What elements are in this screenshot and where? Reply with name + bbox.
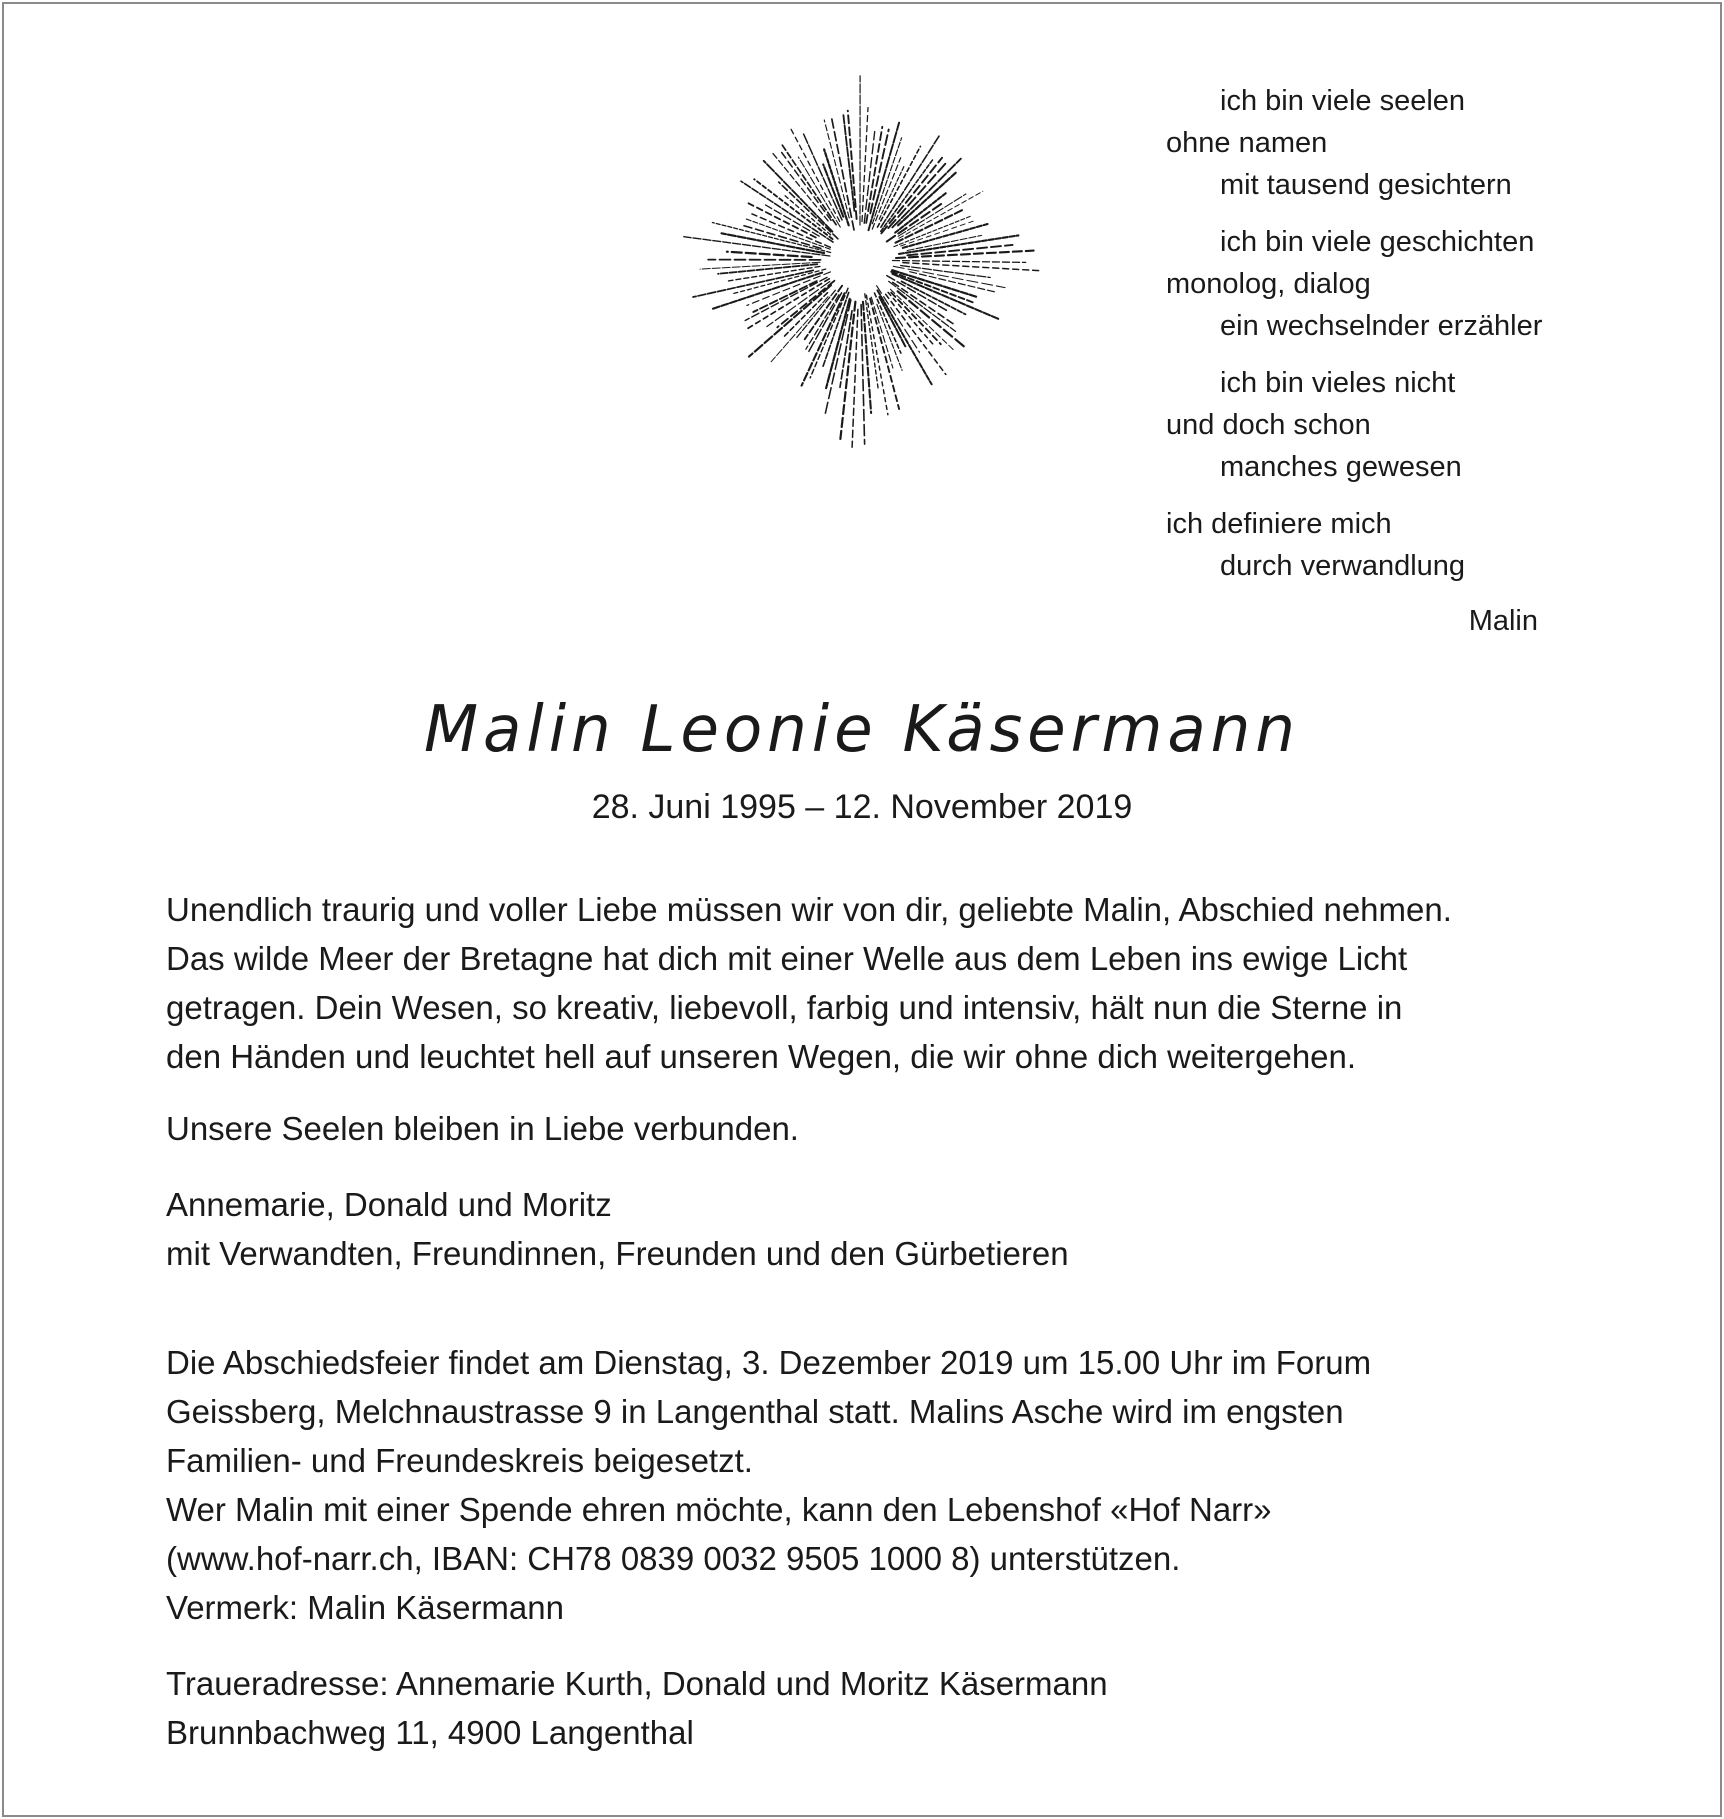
souls-line: Unsere Seelen bleiben in Liebe verbunden.: [166, 1110, 799, 1147]
poem-line: ich definiere mich: [1166, 508, 1392, 540]
text-line: getragen. Dein Wesen, so kreativ, liebevoll, farbig und intensiv, hält nun die Sterne in: [166, 989, 1403, 1026]
address-line: Brunnbachweg 11, 4900 Langenthal: [166, 1714, 694, 1751]
sunburst-ray: [712, 223, 830, 253]
family-line: Annemarie, Donald und Moritz: [166, 1186, 612, 1223]
sunburst-ray: [747, 272, 831, 306]
poem-line: ein wechselnder erzähler: [1220, 310, 1543, 342]
sunburst-ray: [887, 202, 945, 242]
deceased-name: Malin Leonie Käsermann: [424, 693, 1300, 767]
poem-stanza-2: [1166, 221, 1646, 347]
poem-line: ich bin viele geschichten: [1220, 226, 1535, 258]
sunburst-ray: [754, 179, 832, 239]
family-line: mit Verwandten, Freundinnen, Freunden und den Gürbetieren: [166, 1235, 1069, 1272]
sunburst-ray: [805, 286, 842, 340]
ceremony-line: (www.hof-narr.ch, IBAN: CH78 0839 0032 9505 1000 8) unterstützen.: [166, 1540, 1181, 1577]
poem-line: mit tausend gesichtern: [1220, 169, 1512, 201]
poem-stanza-4: [1166, 503, 1646, 587]
ceremony-line: Wer Malin mit einer Spende ehren möchte, kann den Lebenshof «Hof Narr»: [166, 1491, 1272, 1528]
sunburst-ray: [903, 263, 1042, 271]
address-line: Traueradresse: Annemarie Kurth, Donald und Moritz Käsermann: [166, 1665, 1108, 1702]
text-line: Unendlich traurig und voller Liebe müssen wir von dir, geliebte Malin, Abschied nehmen.: [166, 891, 1452, 928]
ceremony-line: Familien- und Freundeskreis beigesetzt.: [166, 1442, 753, 1479]
sunburst-ray: [890, 289, 954, 350]
text-line: Das wilde Meer der Bretagne hat dich mit einer Welle aus dem Leben ins ewige Licht: [166, 940, 1408, 977]
poem: [1166, 80, 1646, 637]
sunburst-ray: [782, 145, 836, 225]
sunburst-ray: [888, 162, 947, 228]
sunburst-ray: [749, 285, 831, 356]
ceremony-line: Geissberg, Melchnaustrasse 9 in Langenthal statt. Malins Asche wird im engsten: [166, 1393, 1344, 1430]
sunburst-ray: [878, 290, 932, 384]
poem-line: ich bin viele seelen: [1220, 85, 1466, 117]
life-dates: 28. Juni 1995 – 12. November 2019: [591, 788, 1133, 826]
text-line: den Händen und leuchtet hell auf unseren Wegen, die wir ohne dich weitergehen.: [166, 1038, 1357, 1075]
obituary-text: [166, 885, 1606, 1757]
sunburst-ray: [862, 108, 868, 222]
poem-line: und doch schon: [1166, 409, 1371, 441]
sunburst-ray: [903, 224, 988, 248]
poem-signature: Malin: [1468, 605, 1538, 637]
sunburst-ray: [891, 293, 941, 345]
poem-line: ich bin vieles nicht: [1220, 367, 1456, 399]
sunburst-ray: [893, 261, 1026, 263]
poem-line: manches gewesen: [1220, 451, 1462, 483]
sunburst-ray: [863, 302, 871, 413]
sunburst-ray: [693, 270, 813, 297]
poem-line: ohne namen: [1166, 127, 1328, 159]
poem-stanza-3: [1166, 362, 1646, 488]
ceremony-line: Vermerk: Malin Käsermann: [166, 1589, 564, 1626]
sunburst-ray: [825, 300, 851, 416]
poem-line: durch verwandlung: [1220, 550, 1466, 582]
poem-stanza-1: [1166, 80, 1646, 206]
ceremony-line: Die Abschiedsfeier findet am Dienstag, 3. Dezember 2019 um 15.00 Uhr im Forum: [166, 1344, 1372, 1381]
poem-line: monolog, dialog: [1166, 268, 1371, 300]
sunburst-icon: [660, 70, 1060, 460]
sunburst-ray: [871, 297, 893, 368]
sunburst-ray: [772, 152, 828, 221]
